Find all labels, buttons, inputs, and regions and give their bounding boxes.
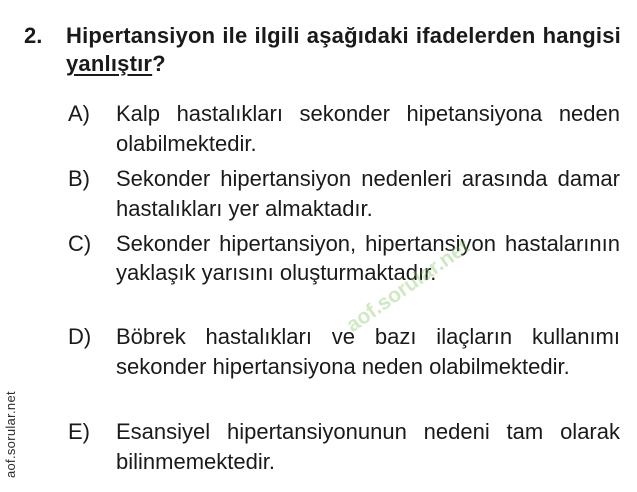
option-letter-a: A) [68,101,90,126]
question-stem-emphasis: yanlıştır [66,51,153,76]
option-b[interactable] [68,164,620,224]
option-text-d: Böbrek hastalıkları ve bazı ilaçların kullanımı sekonder hipertansiyona neden olabilmektedir. [116,324,620,379]
watermark-side: aof.sorular.net [3,391,18,478]
option-letter-b: B) [68,166,90,191]
option-a[interactable] [68,99,620,159]
option-letter-d: D) [68,324,92,349]
option-c[interactable] [68,229,620,287]
option-d[interactable] [68,322,620,382]
option-text-b: Sekonder hipertansiyon nedenleri arasında damar hastalıkları yer almaktadır. [116,166,620,221]
option-text-e: Esansiyel hipertansiyonunun nedeni tam olarak bilinmemektedir. [116,419,620,474]
option-letter-c: C) [68,231,92,256]
option-text-c: Sekonder hipertansiyon, hipertansiyon hastalarının yaklaşık yarısını oluşturmaktadır. [116,231,620,285]
question-stem [66,22,621,78]
option-text-a: Kalp hastalıkları sekonder hipetansiyona neden olabilmektedir. [116,101,620,156]
question-number: 2. [24,23,43,48]
option-letter-e: E) [68,419,90,444]
option-e[interactable] [68,417,620,477]
question-stem-text: Hipertansiyon ile ilgili aşağıdaki ifadelerden hangisi [66,23,621,48]
question-stem-end: ? [152,51,166,76]
watermark-center: aof.sorular.net [342,235,474,337]
